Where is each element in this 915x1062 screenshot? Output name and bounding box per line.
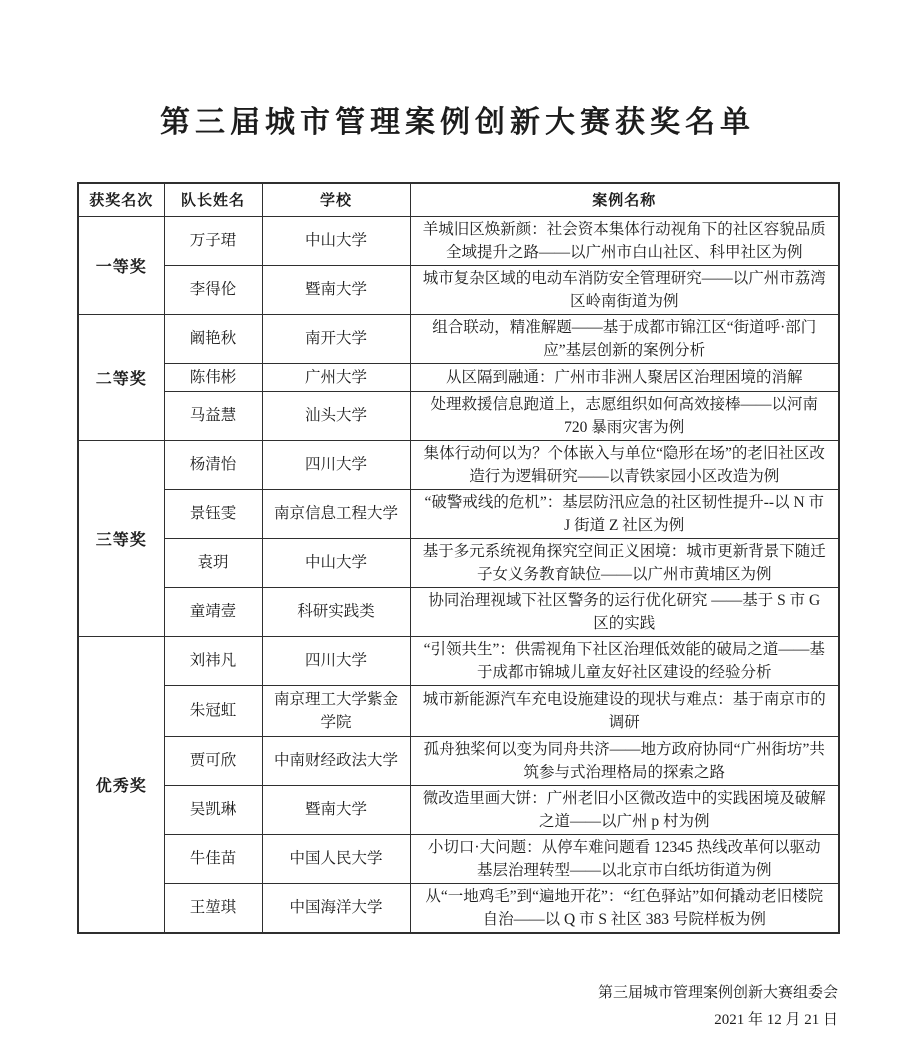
case-title: 集体行动何以为？个体嵌入与单位“隐形在场”的老旧社区改造行为逻辑研究——以青铁家园小区改造为例 bbox=[410, 440, 839, 489]
table-row bbox=[78, 538, 839, 587]
table-row bbox=[78, 834, 839, 883]
case-title: 协同治理视域下社区警务的运行优化研究 ——基于 S 市 G 区的实践 bbox=[410, 587, 839, 636]
col-header-leader: 队长姓名 bbox=[164, 183, 262, 216]
school: 汕头大学 bbox=[262, 391, 410, 440]
school: 中国海洋大学 bbox=[262, 883, 410, 933]
leader-name: 阚艳秋 bbox=[164, 314, 262, 363]
school: 中南财经政法大学 bbox=[262, 736, 410, 785]
case-title: “破警戒线的危机”：基层防汛应急的社区韧性提升--以 N 市 J 街道 Z 社区为例 bbox=[410, 489, 839, 538]
leader-name: 杨清怡 bbox=[164, 440, 262, 489]
table-row bbox=[78, 391, 839, 440]
case-title: 孤舟独桨何以变为同舟共济——地方政府协同“广州街坊”共筑参与式治理格局的探索之路 bbox=[410, 736, 839, 785]
table-row bbox=[78, 685, 839, 736]
prize-cell-third: 三等奖 bbox=[78, 440, 164, 636]
leader-name: 刘祎凡 bbox=[164, 636, 262, 685]
table-row bbox=[78, 440, 839, 489]
school: 南开大学 bbox=[262, 314, 410, 363]
school: 四川大学 bbox=[262, 636, 410, 685]
case-title: 从区隔到融通：广州市非洲人聚居区治理困境的消解 bbox=[410, 363, 839, 391]
table-row bbox=[78, 736, 839, 785]
school: 暨南大学 bbox=[262, 785, 410, 834]
school: 四川大学 bbox=[262, 440, 410, 489]
leader-name: 李得伦 bbox=[164, 265, 262, 314]
prize-cell-second: 二等奖 bbox=[78, 314, 164, 440]
table-row bbox=[78, 265, 839, 314]
school: 南京理工大学紫金学院 bbox=[262, 685, 410, 736]
col-header-case: 案例名称 bbox=[410, 183, 839, 216]
signature-org: 第三届城市管理案例创新大赛组委会 bbox=[597, 984, 838, 1001]
case-title: 微改造里画大饼：广州老旧小区微改造中的实践困境及破解之道——以广州 p 村为例 bbox=[410, 785, 839, 834]
school: 广州大学 bbox=[262, 363, 410, 391]
leader-name: 马益慧 bbox=[164, 391, 262, 440]
case-title: 城市复杂区域的电动车消防安全管理研究——以广州市荔湾区岭南街道为例 bbox=[410, 265, 839, 314]
case-title: 基于多元系统视角探究空间正义困境：城市更新背景下随迁子女义务教育缺位——以广州市黄埔区为例 bbox=[410, 538, 839, 587]
header-row bbox=[78, 183, 839, 216]
school: 暨南大学 bbox=[262, 265, 410, 314]
leader-name: 景钰雯 bbox=[164, 489, 262, 538]
leader-name: 朱冠虹 bbox=[164, 685, 262, 736]
table-row bbox=[78, 314, 839, 363]
case-title: 城市新能源汽车充电设施建设的现状与难点：基于南京市的调研 bbox=[410, 685, 839, 736]
table-row bbox=[78, 636, 839, 685]
leader-name: 牛佳苗 bbox=[164, 834, 262, 883]
prize-cell-first: 一等奖 bbox=[78, 216, 164, 314]
leader-name: 袁玥 bbox=[164, 538, 262, 587]
leader-name: 童靖壹 bbox=[164, 587, 262, 636]
case-title: 小切口·大问题：从停车难问题看 12345 热线改革何以驱动基层治理转型——以北京市白纸坊街道为例 bbox=[410, 834, 839, 883]
case-title: 组合联动，精准解题——基于成都市锦江区“街道呼·部门应”基层创新的案例分析 bbox=[410, 314, 839, 363]
prize-cell-excellence: 优秀奖 bbox=[78, 636, 164, 933]
col-header-prize: 获奖名次 bbox=[78, 183, 164, 216]
leader-name: 吴凯琳 bbox=[164, 785, 262, 834]
leader-name: 贾可欣 bbox=[164, 736, 262, 785]
case-title: 处理救援信息跑道上，志愿组织如何高效接棒——以河南 720 暴雨灾害为例 bbox=[410, 391, 839, 440]
case-title: 羊城旧区焕新颜：社会资本集体行动视角下的社区容貌品质全域提升之路——以广州市白山社区、科甲社区为例 bbox=[410, 216, 839, 265]
school: 中山大学 bbox=[262, 216, 410, 265]
table-row bbox=[78, 363, 839, 391]
signature-date: 2021 年 12 月 21 日 bbox=[714, 1011, 838, 1028]
school: 中国人民大学 bbox=[262, 834, 410, 883]
school: 中山大学 bbox=[262, 538, 410, 587]
col-header-school: 学校 bbox=[262, 183, 410, 216]
case-title: 从“一地鸡毛”到“遍地开花”：“红色驿站”如何撬动老旧楼院自治——以 Q 市 S 社区 383 号院样板为例 bbox=[410, 883, 839, 933]
table-row bbox=[78, 216, 839, 265]
awards-table bbox=[77, 182, 840, 934]
table-row bbox=[78, 587, 839, 636]
page-title: 第三届城市管理案例创新大赛获奖名单 bbox=[160, 106, 755, 139]
school: 南京信息工程大学 bbox=[262, 489, 410, 538]
table-row bbox=[78, 883, 839, 933]
case-title: “引领共生”：供需视角下社区治理低效能的破局之道——基于成都市锦城儿童友好社区建设的经验分析 bbox=[410, 636, 839, 685]
school: 科研实践类 bbox=[262, 587, 410, 636]
table-row bbox=[78, 489, 839, 538]
leader-name: 万子珺 bbox=[164, 216, 262, 265]
leader-name: 王堃琪 bbox=[164, 883, 262, 933]
signature-block bbox=[77, 980, 838, 1034]
leader-name: 陈伟彬 bbox=[164, 363, 262, 391]
table-row bbox=[78, 785, 839, 834]
